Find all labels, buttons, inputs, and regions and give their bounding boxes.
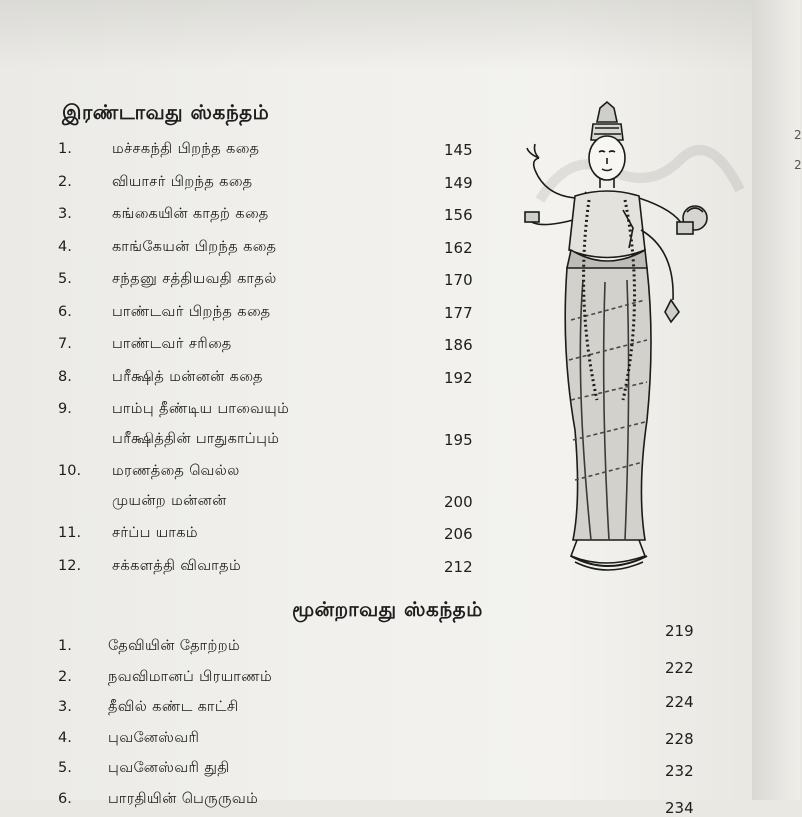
entry-number: 7. [58,336,72,352]
entry-number: 6. [58,790,72,807]
entry-number: 11. [58,525,82,541]
goddess-illustration [505,100,735,580]
entry-title: புவனேஸ்வரி துதி [108,760,230,776]
entry-title: பாண்டவர் சரிதை [112,336,232,352]
entry-number: 10. [58,463,82,479]
edge-mark: 2 [794,128,802,142]
entry-number: 5. [58,760,72,776]
entry-page-number: 212 [444,557,473,576]
entry-title: நவவிமானப் பிரயாணம் [108,668,273,685]
entry-title: பாரதியின் பெருருவம் [108,790,259,807]
entry-page-number: 170 [444,271,473,289]
entry-page-number: 224 [665,693,694,711]
edge-mark: 2 [794,158,802,172]
entry-page-number: 186 [444,336,473,354]
entry-number: 2. [58,668,72,685]
entry-number: 5. [58,271,72,287]
entry-title: சந்தனு சத்தியவதி காதல் [112,271,277,287]
entry-number: 4. [58,729,72,746]
entry-number: 3. [58,699,72,715]
entry-number: 2. [58,173,72,190]
entry-title: மச்சகந்தி பிறந்த கதை [112,141,260,157]
entry-title: தீவில் கண்ட காட்சி [108,699,239,715]
entry-title: தேவியின் தோற்றம் [108,638,241,654]
entry-number: 12. [58,557,82,574]
entry-page-number: 195 [444,430,473,449]
entry-number: 8. [58,368,72,385]
entry-number: 1. [58,141,72,157]
entry-page-number: 234 [665,798,694,817]
entry-title: பாம்பு தீண்டிய பாவையும் [112,401,290,417]
entry-number: 4. [58,238,72,255]
section-heading: மூன்றாவது ஸ்கந்தம் [292,597,483,621]
entry-title: சக்களத்தி விவாதம் [112,557,242,574]
entry-page-number: 156 [444,206,473,224]
entry-number: 1. [58,638,72,654]
entry-page-number: 222 [665,658,694,677]
entry-title: புவனேஸ்வரி [108,729,200,746]
entry-number: 3. [58,206,72,222]
entry-title: சர்ப்ப யாகம் [112,525,198,541]
entry-number: 9. [58,401,72,417]
entry-title: கங்கையின் காதற் கதை [112,206,269,222]
entry-page-number: 149 [444,173,473,192]
entry-title-continued: முயன்ற மன்னன் [112,492,227,509]
entry-page-number: 177 [444,303,473,322]
entry-title: பாண்டவர் பிறந்த கதை [112,303,271,320]
entry-page-number: 192 [444,368,473,387]
section-heading: இரண்டாவது ஸ்கந்தம் [62,100,270,124]
entry-page-number: 206 [444,525,473,543]
entry-page-number: 200 [444,492,473,511]
entry-number: 6. [58,303,72,320]
entry-page-number: 232 [665,762,694,780]
entry-title: வியாசர் பிறந்த கதை [112,173,253,190]
entry-title-continued: பரீக்ஷித்தின் பாதுகாப்பும் [112,430,280,447]
entry-title: பரீக்ஷித் மன்னன் கதை [112,368,263,385]
entry-page-number: 219 [665,622,694,640]
entry-page-number: 228 [665,729,694,748]
entry-page-number: 162 [444,238,473,257]
entry-title: காங்கேயன் பிறந்த கதை [112,238,277,255]
entry-title: மரணத்தை வெல்ல [112,463,240,479]
adjacent-page-edge [752,0,800,800]
entry-page-number: 145 [444,141,473,159]
